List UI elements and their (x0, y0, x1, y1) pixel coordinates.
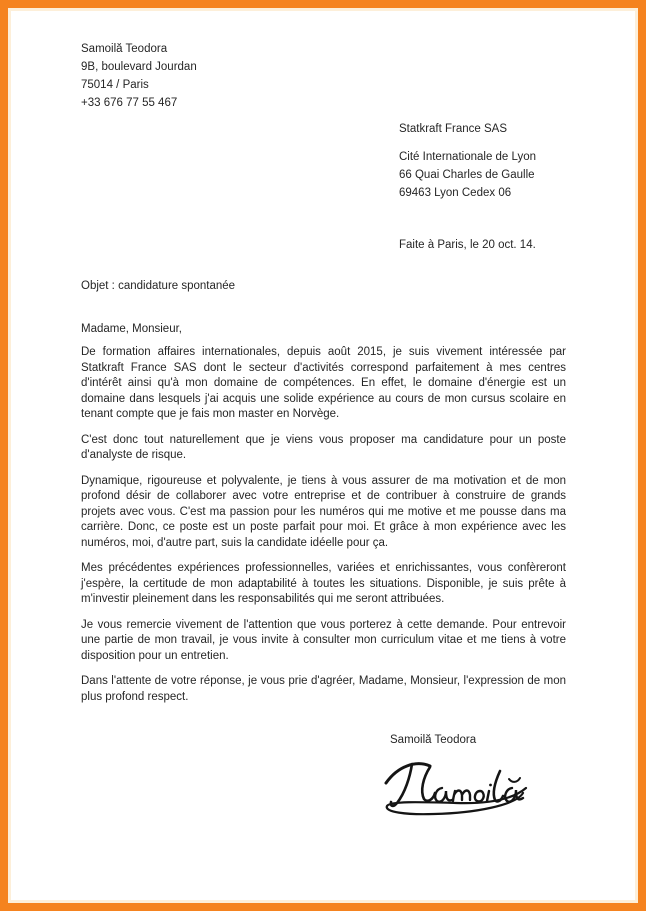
sender-city: 75014 / Paris (81, 79, 149, 91)
letter-body (81, 345, 566, 705)
sender-street: 9B, boulevard Jourdan (81, 61, 197, 73)
recipient-city: 69463 Lyon Cedex 06 (399, 187, 512, 199)
salutation: Madame, Monsieur, (81, 322, 182, 335)
date-place-line: Faite à Paris, le 20 oct. 14. (399, 239, 536, 251)
letter-content (8, 8, 638, 821)
recipient-street1: Cité Internationale de Lyon (399, 151, 537, 163)
paragraph-4: Mes précédentes expériences professionnelles, variées et enrichissantes, vous confèreront j'espère, la certitude de mon adaptabilité à toutes les situations. Disponible, je suis prête à m'investir pleinement dans les responsabilités qui me seront attribuées. (81, 562, 566, 605)
paragraph-3: Dynamique, rigoureuse et polyvalente, je tiens à vous assurer de ma motivation et de mon profond désir de collaborer avec votre entreprise et de contribuer à construire de grands projets avec vous. C'est ma passion pour les numéros qui me motive et me pousse dans ma carrière. Donc, ce poste est un poste parfait pour moi. Et grâce à mon expérience avec les numéros, moi, d'autre part, suis la candidate idéelle pour ça. (81, 474, 566, 549)
recipient-address-block (399, 120, 566, 202)
subject-line: Objet : candidature spontanée (81, 280, 236, 292)
handwritten-signature (376, 755, 531, 821)
recipient-company: Statkraft France SAS (399, 123, 508, 135)
signer-typed-name: Samoilă Teodora (390, 734, 477, 746)
recipient-street2: 66 Quai Charles de Gaulle (399, 169, 535, 181)
sender-phone: +33 676 77 55 467 (81, 97, 178, 109)
paragraph-6: Dans l'attente de votre réponse, je vous prie d'agréer, Madame, Monsieur, l'expression de mon plus profond respect. (81, 675, 566, 703)
paragraph-2: C'est donc tout naturellement que je viens vous proposer ma candidature pour un poste d'analyste de risque. (81, 433, 566, 461)
signature-image (376, 755, 531, 821)
paragraph-1: De formation affaires internationales, depuis août 2015, je suis vivement intéressée par Statkraft France SAS dont le secteur d'activités correspond parfaitement à mes centres d'intérêt ainsi qu'à mon domaine de compétences. En effet, le domaine d'énergie est un domaine dans lesquels j'ai acquis une solide expérience au cours de mon cursus scolaire en tenant compte que je fais mon master en Norvège. (81, 346, 566, 420)
paragraph-5: Je vous remercie vivement de l'attention que vous porterez à cette demande. Pour entrevoir une partie de mon travail, je vous invite à consulter mon curriculum vitae et me tiens à votre disposition pour un entretien. (81, 618, 566, 662)
spacer (399, 138, 566, 148)
sender-name: Samoilă Teodora (81, 43, 168, 55)
sender-address-block (81, 40, 566, 112)
